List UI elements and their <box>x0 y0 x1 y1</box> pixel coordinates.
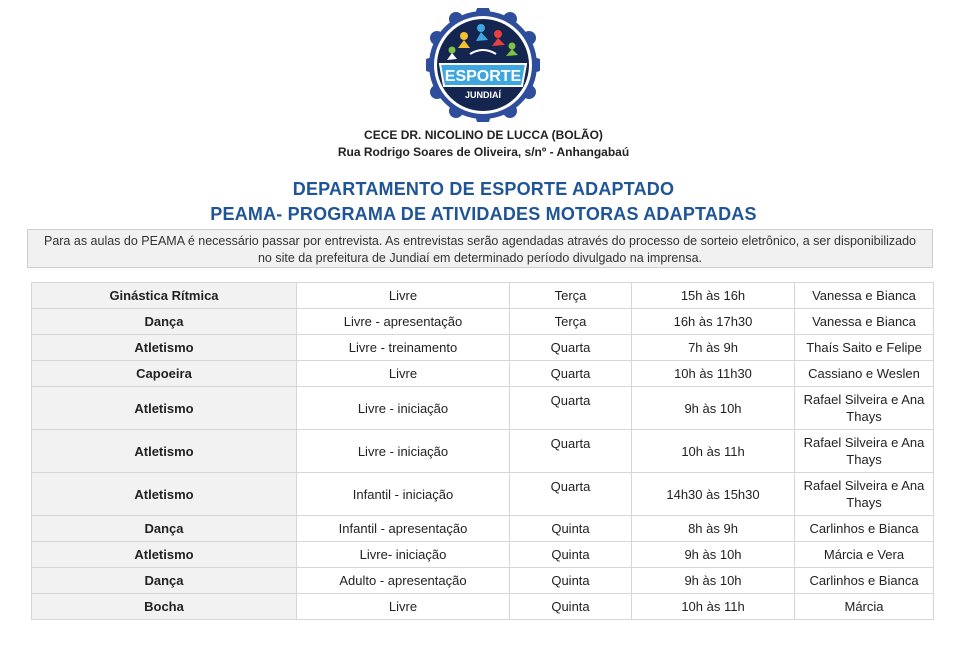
table-row <box>32 568 934 594</box>
table-row <box>32 387 934 430</box>
category-cell: Infantil - apresentação <box>297 516 510 542</box>
table-row <box>32 283 934 309</box>
table-row <box>32 542 934 568</box>
schedule-table <box>31 282 934 620</box>
table-row <box>32 594 934 620</box>
table-row <box>32 309 934 335</box>
venue-address: Rua Rodrigo Soares de Oliveira, s/nº - Anhangabaú <box>337 145 630 159</box>
time-cell: 10h às 11h <box>632 594 795 620</box>
logo-text-sub: JUNDIAÍ <box>464 90 502 100</box>
sport-cell: Dança <box>32 516 297 542</box>
category-cell: Livre - iniciação <box>297 387 510 430</box>
teacher-cell: Carlinhos e Bianca <box>795 568 934 594</box>
sport-cell: Dança <box>32 309 297 335</box>
notice-box: Para as aulas do PEAMA é necessário passar por entrevista. As entrevistas serão agendadas através do processo de sorteio eletrônico, a ser disponibilizado no site da prefeitura de Jundiaí em determinado período divulgado na imprensa. <box>27 229 933 268</box>
teacher-cell: Carlinhos e Bianca <box>795 516 934 542</box>
time-cell: 7h às 9h <box>632 335 795 361</box>
category-cell: Infantil - iniciação <box>297 473 510 516</box>
time-cell: 9h às 10h <box>632 387 795 430</box>
category-cell: Livre - treinamento <box>297 335 510 361</box>
teacher-cell: Thaís Saito e Felipe <box>795 335 934 361</box>
sport-cell: Atletismo <box>32 430 297 473</box>
category-cell: Livre- iniciação <box>297 542 510 568</box>
teacher-cell: Cassiano e Weslen <box>795 361 934 387</box>
time-cell: 9h às 10h <box>632 542 795 568</box>
sport-cell: Atletismo <box>32 473 297 516</box>
teacher-cell: Vanessa e Bianca <box>795 283 934 309</box>
category-cell: Livre - iniciação <box>297 430 510 473</box>
day-cell: Quarta <box>510 335 632 361</box>
day-cell: Quinta <box>510 542 632 568</box>
time-cell: 10h às 11h <box>632 430 795 473</box>
teacher-cell: Rafael Silveira e Ana Thays <box>795 430 934 473</box>
teacher-cell: Márcia e Vera <box>795 542 934 568</box>
day-cell: Terça <box>510 309 632 335</box>
program-title: PEAMA- PROGRAMA DE ATIVIDADES MOTORAS ADAPTADAS <box>210 204 757 224</box>
sport-cell: Bocha <box>32 594 297 620</box>
venue-name: CECE DR. NICOLINO DE LUCCA (BOLÃO) <box>364 128 603 142</box>
teacher-cell: Rafael Silveira e Ana Thays <box>795 387 934 430</box>
table-row <box>32 335 934 361</box>
time-cell: 15h às 16h <box>632 283 795 309</box>
day-cell: Quarta <box>510 473 632 516</box>
time-cell: 14h30 às 15h30 <box>632 473 795 516</box>
table-row <box>32 473 934 516</box>
teacher-cell: Rafael Silveira e Ana Thays <box>795 473 934 516</box>
day-cell: Quarta <box>510 387 632 430</box>
sport-cell: Atletismo <box>32 542 297 568</box>
day-cell: Terça <box>510 283 632 309</box>
category-cell: Livre <box>297 361 510 387</box>
day-cell: Quinta <box>510 594 632 620</box>
day-cell: Quarta <box>510 361 632 387</box>
table-row <box>32 361 934 387</box>
department-title: DEPARTAMENTO DE ESPORTE ADAPTADO <box>292 179 675 199</box>
sport-cell: Atletismo <box>32 387 297 430</box>
esporte-jundiai-logo <box>426 8 540 122</box>
category-cell: Livre - apresentação <box>297 309 510 335</box>
day-cell: Quinta <box>510 568 632 594</box>
day-cell: Quarta <box>510 430 632 473</box>
sport-cell: Dança <box>32 568 297 594</box>
sport-cell: Capoeira <box>32 361 297 387</box>
teacher-cell: Vanessa e Bianca <box>795 309 934 335</box>
teacher-cell: Márcia <box>795 594 934 620</box>
category-cell: Adulto - apresentação <box>297 568 510 594</box>
day-cell: Quinta <box>510 516 632 542</box>
sport-cell: Ginástica Rítmica <box>32 283 297 309</box>
table-row <box>32 430 934 473</box>
time-cell: 16h às 17h30 <box>632 309 795 335</box>
logo-text-main: ESPORTE <box>444 68 522 85</box>
category-cell: Livre <box>297 283 510 309</box>
category-cell: Livre <box>297 594 510 620</box>
time-cell: 8h às 9h <box>632 516 795 542</box>
table-row <box>32 516 934 542</box>
sport-cell: Atletismo <box>32 335 297 361</box>
time-cell: 9h às 10h <box>632 568 795 594</box>
time-cell: 10h às 11h30 <box>632 361 795 387</box>
